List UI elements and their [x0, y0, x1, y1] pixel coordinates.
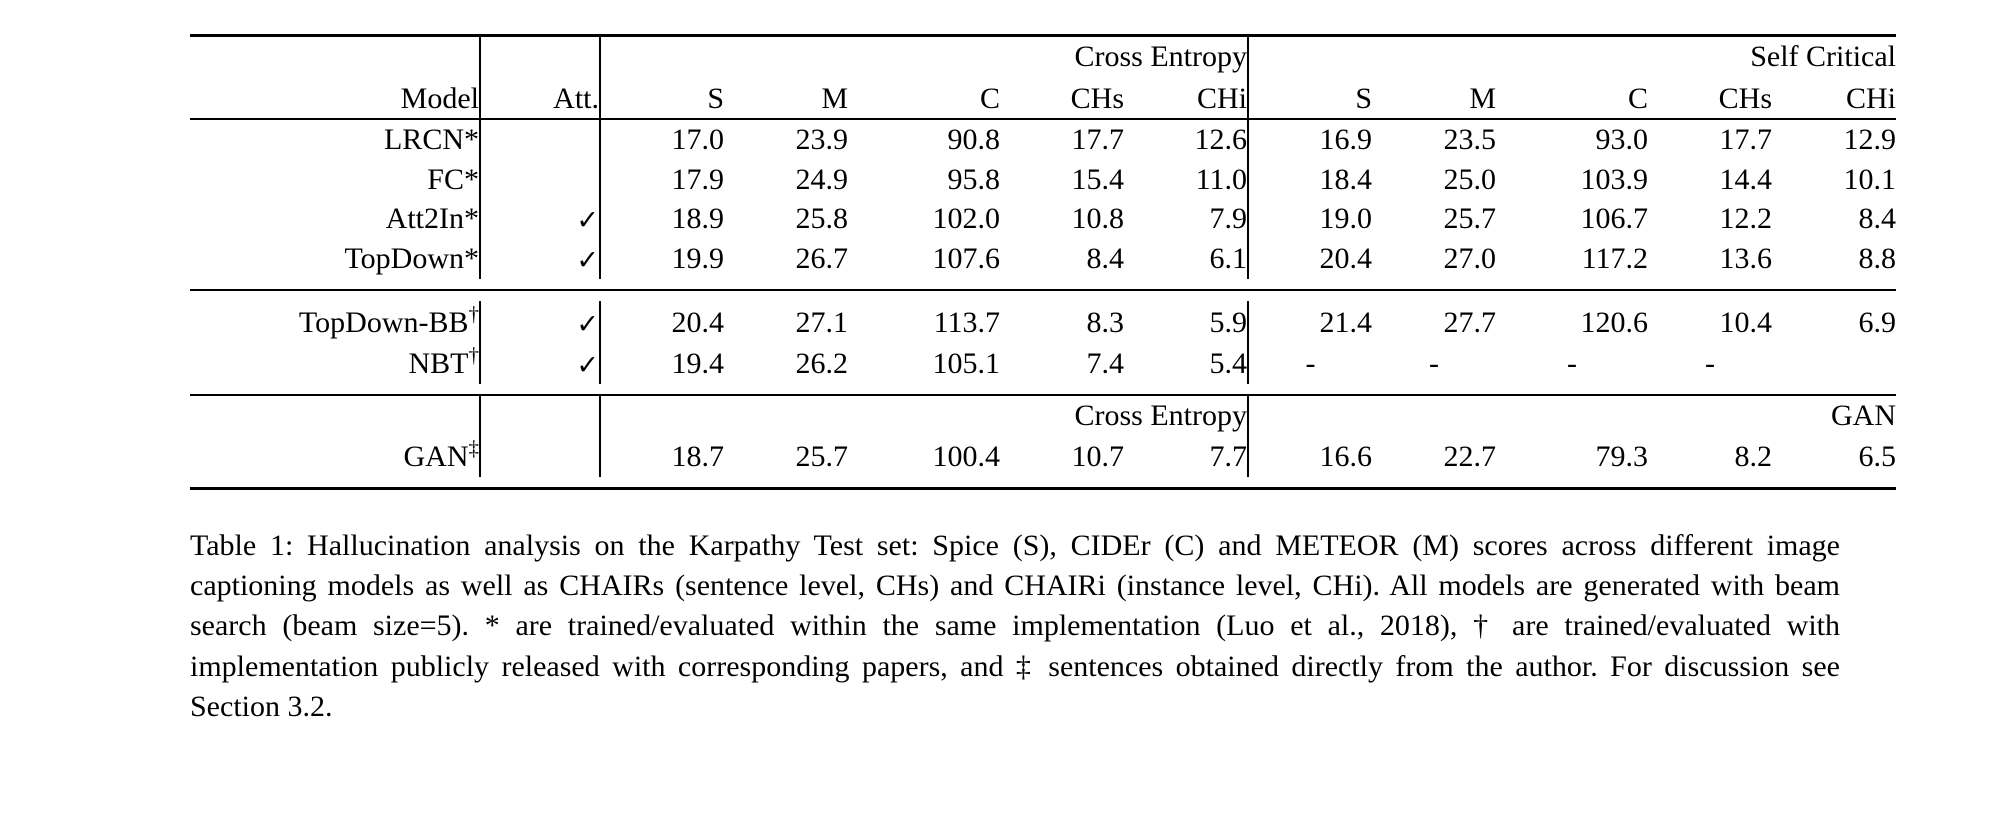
row-label-att2in: Att2In*	[385, 202, 479, 236]
cell-value: 22.7	[1443, 440, 1496, 474]
cell-value: 6.5	[1858, 440, 1896, 474]
cell-value-missing: -	[1429, 347, 1439, 381]
cell-value-missing: -	[1248, 342, 1372, 384]
cell-value: 19.9	[600, 239, 724, 279]
cell-value: 20.4	[600, 301, 724, 343]
ddagger-marker: ‡	[468, 436, 479, 461]
cell-value: 10.7	[1071, 440, 1124, 474]
cell-value: 16.6	[1248, 435, 1372, 477]
cell-value: 12.9	[1843, 123, 1896, 157]
col-header-att: Att.	[480, 79, 600, 120]
cell-value: 25.7	[795, 440, 848, 474]
table-row	[190, 160, 1896, 200]
group-header-row-2	[190, 396, 1896, 436]
cell-value: 12.2	[1719, 202, 1772, 236]
cell-value: 5.9	[1209, 305, 1247, 339]
table-row	[190, 301, 1896, 343]
col-header-s-left: S	[600, 79, 724, 120]
cell-value: 93.0	[1595, 123, 1648, 157]
cell-value: 105.1	[932, 347, 1000, 381]
cell-value: 95.8	[947, 162, 1000, 196]
results-table	[190, 34, 1896, 490]
cell-value: 17.7	[1071, 123, 1124, 157]
row-label-text: GAN	[403, 440, 469, 474]
col-header-c-right: C	[1627, 81, 1648, 115]
cell-value: 117.2	[1581, 241, 1648, 275]
cell-value: 17.0	[600, 120, 724, 160]
group-header-cross-entropy-2: Cross Entropy	[600, 396, 1248, 436]
col-header-chi-right: CHi	[1845, 81, 1896, 115]
row-label-text: TopDown-BB	[298, 305, 469, 339]
row-label-lrcn: LRCN*	[383, 123, 479, 157]
cell-value: 25.8	[795, 202, 848, 236]
cell-value: 26.7	[795, 241, 848, 275]
col-header-model: Model	[400, 81, 479, 115]
col-header-chi-left: CHi	[1196, 81, 1247, 115]
col-header-m-left: M	[821, 81, 848, 115]
cell-value: 27.7	[1443, 305, 1496, 339]
cell-value: 27.1	[795, 305, 848, 339]
cell-value: 17.9	[600, 160, 724, 200]
row-label-fc: FC*	[427, 162, 479, 196]
row-label-topdown-bb	[190, 301, 480, 343]
row-att-fc	[480, 160, 600, 200]
cell-value: 100.4	[932, 440, 1000, 474]
cell-value: 113.7	[933, 305, 1000, 339]
table-caption	[190, 526, 1840, 727]
cell-value: 23.5	[1443, 123, 1496, 157]
cell-value: 18.9	[600, 199, 724, 239]
cell-value: 19.4	[600, 342, 724, 384]
table-rule-bottom	[190, 488, 1896, 490]
cell-value-missing: -	[1567, 347, 1577, 381]
cell-value: 106.7	[1580, 202, 1648, 236]
row-label-gan	[190, 435, 480, 477]
cell-value: 18.7	[600, 435, 724, 477]
table-row	[190, 435, 1896, 477]
group-header-self-critical: Self Critical	[1248, 37, 1896, 79]
cell-value: 5.4	[1209, 347, 1247, 381]
cell-value: 7.9	[1209, 202, 1247, 236]
dagger-marker: †	[468, 301, 479, 326]
caption-text: Hallucination analysis on the Karpathy Test set: Spice (S), CIDEr (C) and METEOR (M) scores across different image captioning models as well as CHAIRs (sentence level, CHs) and CHAIRi (instance level, CHi). All models are generated with beam search (beam size=5). * are trained/evaluated within the same implementation (Luo et al., 2018), † are trained/evaluated with implementation publicly released with corresponding papers, and ‡ sentences obtained directly from the author. For discussion see Section 3.2.	[190, 528, 1840, 723]
cell-value: 19.0	[1248, 199, 1372, 239]
cell-value: 10.8	[1071, 202, 1124, 236]
cell-value: 79.3	[1595, 440, 1648, 474]
cell-value: 7.4	[1086, 347, 1124, 381]
cell-value: 8.2	[1734, 440, 1772, 474]
col-header-c-left: C	[979, 81, 1000, 115]
cell-value: 24.9	[795, 162, 848, 196]
cell-value: 23.9	[795, 123, 848, 157]
row-att-lrcn	[480, 120, 600, 160]
cell-value: 11.0	[1195, 162, 1247, 196]
cell-value: 90.8	[947, 123, 1000, 157]
cell-value: 8.8	[1858, 241, 1896, 275]
cell-value: 25.7	[1443, 202, 1496, 236]
row-att-att2in: ✓	[480, 199, 600, 239]
cell-value: 15.4	[1071, 162, 1124, 196]
cell-value: 6.1	[1209, 241, 1247, 275]
row-label-nbt	[190, 342, 480, 384]
cell-value: 8.4	[1858, 202, 1896, 236]
cell-value: 14.4	[1719, 162, 1772, 196]
cell-value: 25.0	[1443, 162, 1496, 196]
group-header-row	[190, 37, 1896, 79]
row-att-nbt: ✓	[480, 342, 600, 384]
cell-value: 8.4	[1086, 241, 1124, 275]
cell-value: 102.0	[932, 202, 1000, 236]
cell-value: 13.6	[1719, 241, 1772, 275]
cell-value: 18.4	[1248, 160, 1372, 200]
row-att-gan	[480, 435, 600, 477]
cell-value: 21.4	[1248, 301, 1372, 343]
row-label-topdown: TopDown*	[344, 241, 479, 275]
col-header-m-right: M	[1469, 81, 1496, 115]
cell-value-missing: -	[1705, 347, 1715, 381]
group-header-gan: GAN	[1248, 396, 1896, 436]
cell-value: 12.6	[1194, 123, 1247, 157]
dagger-marker: †	[468, 343, 479, 368]
table-row	[190, 239, 1896, 279]
column-header-row	[190, 79, 1896, 120]
cell-value: 27.0	[1443, 241, 1496, 275]
caption-label: Table 1:	[190, 528, 294, 562]
cell-value: 17.7	[1719, 123, 1772, 157]
cell-value: 120.6	[1580, 305, 1648, 339]
col-header-chs-right: CHs	[1718, 81, 1772, 115]
row-att-topdown-bb: ✓	[480, 301, 600, 343]
cell-value: 16.9	[1248, 120, 1372, 160]
table-row	[190, 199, 1896, 239]
col-header-chs-left: CHs	[1070, 81, 1124, 115]
table-row	[190, 120, 1896, 160]
table-row	[190, 342, 1896, 384]
cell-value: 10.1	[1843, 162, 1896, 196]
cell-value: 20.4	[1248, 239, 1372, 279]
cell-value: 103.9	[1580, 162, 1648, 196]
cell-value: 6.9	[1858, 305, 1896, 339]
group-header-cross-entropy: Cross Entropy	[600, 37, 1248, 79]
cell-value: 26.2	[795, 347, 848, 381]
cell-value: 10.4	[1719, 305, 1772, 339]
cell-value: 107.6	[932, 241, 1000, 275]
cell-value: 8.3	[1086, 305, 1124, 339]
row-label-text: NBT	[408, 347, 469, 381]
row-att-topdown: ✓	[480, 239, 600, 279]
col-header-s-right: S	[1248, 79, 1372, 120]
cell-value-missing	[1772, 342, 1896, 384]
cell-value: 7.7	[1209, 440, 1247, 474]
